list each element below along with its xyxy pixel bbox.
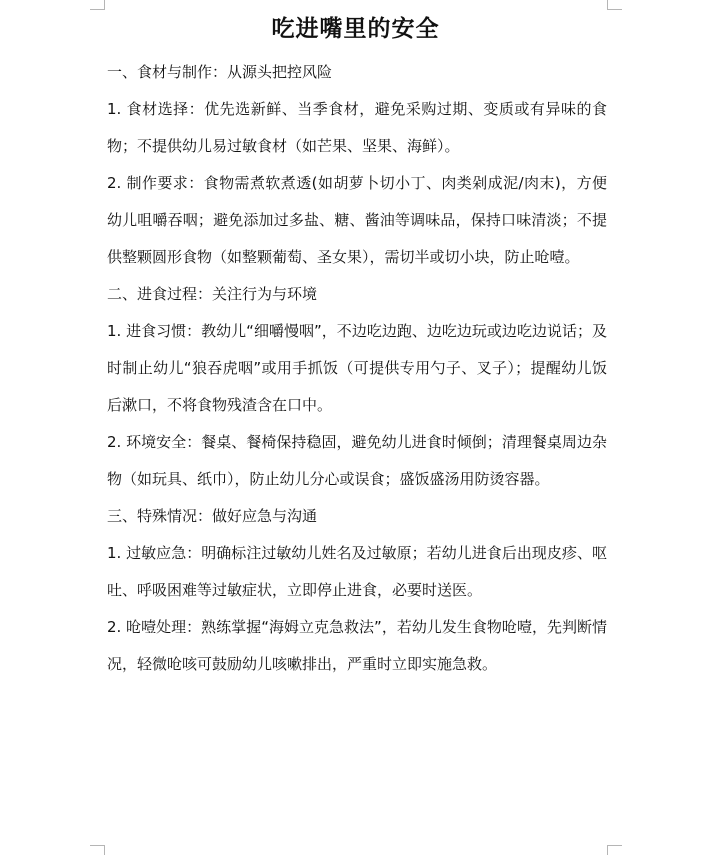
section-2 — [107, 276, 607, 498]
crop-mark-top-left — [90, 0, 105, 10]
paragraph: 2. 制作要求：食物需煮软煮透(如胡萝卜切小丁、肉类剁成泥/肉末)，方便幼儿咀嚼吞咽；避免添加过多盐、糖、酱油等调味品，保持口味清淡；不提供整颗圆形食物（如整颗葡萄、圣女果），需切半或切小块，防止呛噎。 — [107, 174, 607, 266]
paragraph: 1. 食材选择：优先选新鲜、当季食材，避免采购过期、变质或有异味的食物；不提供幼儿易过敏食材（如芒果、坚果、海鲜）。 — [107, 100, 607, 155]
paragraph: 1. 过敏应急：明确标注过敏幼儿姓名及过敏原；若幼儿进食后出现皮疹、呕吐、呼吸困难等过敏症状，立即停止进食，必要时送医。 — [107, 544, 607, 599]
paragraph: 2. 呛噎处理：熟练掌握“海姆立克急救法”，若幼儿发生食物呛噎，先判断情况，轻微呛咳可鼓励幼儿咳嗽排出，严重时立即实施急救。 — [107, 618, 607, 673]
paragraph: 2. 环境安全：餐桌、餐椅保持稳固，避免幼儿进食时倾倒；清理餐桌周边杂物（如玩具、纸巾），防止幼儿分心或误食；盛饭盛汤用防烫容器。 — [107, 433, 607, 488]
section-heading: 二、进食过程：关注行为与环境 — [107, 285, 318, 303]
section-heading: 一、食材与制作：从源头把控风险 — [107, 63, 333, 81]
document-body[interactable] — [107, 54, 607, 683]
section-3 — [107, 498, 607, 683]
section-1 — [107, 54, 607, 276]
section-heading: 三、特殊情况：做好应急与沟通 — [107, 507, 318, 525]
document-title: 吃进嘴里的安全 — [271, 15, 440, 42]
crop-mark-top-right — [607, 0, 622, 10]
paragraph: 1. 进食习惯：教幼儿“细嚼慢咽”，不边吃边跑、边吃边玩或边吃边说话；及时制止幼儿“狼吞虎咽”或用手抓饭（可提供专用勺子、叉子）；提醒幼儿饭后漱口，不将食物残渣含在口中。 — [107, 322, 607, 414]
